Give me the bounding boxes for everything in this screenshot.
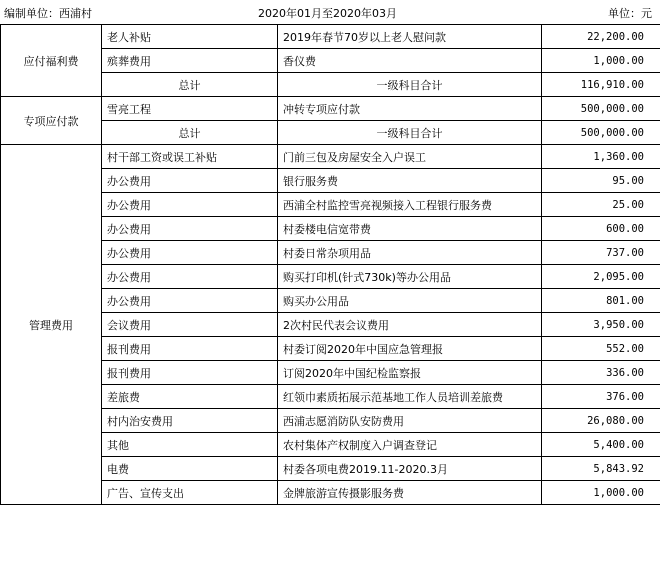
item-cell: 会议费用 xyxy=(102,313,278,337)
report-period: 2020年01月至2020年03月 xyxy=(258,7,397,20)
item-cell: 老人补贴 xyxy=(102,25,278,49)
item-cell: 办公费用 xyxy=(102,241,278,265)
description-cell: 农村集体产权制度入户调查登记 xyxy=(278,433,542,457)
description-cell: 香仪费 xyxy=(278,49,542,73)
item-cell: 广告、宣传支出 xyxy=(102,481,278,505)
description-cell: 西浦全村监控雪亮视频接入工程银行服务费 xyxy=(278,193,542,217)
category-cell: 管理费用 xyxy=(1,145,102,505)
description-cell: 2019年春节70岁以上老人慰问款 xyxy=(278,25,542,49)
table-row xyxy=(1,97,660,121)
item-cell: 村干部工资或误工补贴 xyxy=(102,145,278,169)
total-label-cell: 总计 xyxy=(102,121,278,145)
amount-cell: 600.00 xyxy=(542,217,660,241)
description-cell: 西浦志愿消防队安防费用 xyxy=(278,409,542,433)
description-cell: 村委日常杂项用品 xyxy=(278,241,542,265)
item-cell: 办公费用 xyxy=(102,289,278,313)
item-cell: 村内治安费用 xyxy=(102,409,278,433)
amount-cell: 1,000.00 xyxy=(542,49,660,73)
ledger-table xyxy=(0,24,660,505)
description-cell: 村委楼电信宽带费 xyxy=(278,217,542,241)
amount-cell: 500,000.00 xyxy=(542,97,660,121)
description-cell: 订阅2020年中国纪检监察报 xyxy=(278,361,542,385)
amount-cell: 25.00 xyxy=(542,193,660,217)
item-cell: 其他 xyxy=(102,433,278,457)
amount-cell: 1,360.00 xyxy=(542,145,660,169)
report-header xyxy=(0,0,660,24)
description-cell: 门前三包及房屋安全入户误工 xyxy=(278,145,542,169)
amount-cell: 336.00 xyxy=(542,361,660,385)
table-row xyxy=(1,25,660,49)
total-label-cell: 总计 xyxy=(102,73,278,97)
description-cell: 银行服务费 xyxy=(278,169,542,193)
amount-cell: 95.00 xyxy=(542,169,660,193)
amount-cell: 376.00 xyxy=(542,385,660,409)
item-cell: 电费 xyxy=(102,457,278,481)
amount-cell: 5,400.00 xyxy=(542,433,660,457)
description-cell: 村委各项电费2019.11-2020.3月 xyxy=(278,457,542,481)
amount-cell: 2,095.00 xyxy=(542,265,660,289)
item-cell: 差旅费 xyxy=(102,385,278,409)
item-cell: 报刊费用 xyxy=(102,361,278,385)
item-cell: 办公费用 xyxy=(102,193,278,217)
amount-cell: 22,200.00 xyxy=(542,25,660,49)
description-cell: 村委订阅2020年中国应急管理报 xyxy=(278,337,542,361)
description-cell: 2次村民代表会议费用 xyxy=(278,313,542,337)
item-cell: 殡葬费用 xyxy=(102,49,278,73)
amount-cell: 1,000.00 xyxy=(542,481,660,505)
item-cell: 报刊费用 xyxy=(102,337,278,361)
item-cell: 办公费用 xyxy=(102,265,278,289)
category-cell: 应付福利费 xyxy=(1,25,102,97)
amount-cell: 801.00 xyxy=(542,289,660,313)
amount-cell: 5,843.92 xyxy=(542,457,660,481)
total-description-cell: 一级科目合计 xyxy=(278,121,542,145)
item-cell: 办公费用 xyxy=(102,169,278,193)
amount-cell: 3,950.00 xyxy=(542,313,660,337)
description-cell: 冲转专项应付款 xyxy=(278,97,542,121)
item-cell: 办公费用 xyxy=(102,217,278,241)
total-amount-cell: 116,910.00 xyxy=(542,73,660,97)
description-cell: 购买打印机(针式730k)等办公用品 xyxy=(278,265,542,289)
category-cell: 专项应付款 xyxy=(1,97,102,145)
description-cell: 购买办公用品 xyxy=(278,289,542,313)
compiling-unit: 编制单位：西浦村 xyxy=(4,7,92,20)
amount-cell: 26,080.00 xyxy=(542,409,660,433)
currency-unit: 单位：元 xyxy=(608,7,652,20)
item-cell: 雪亮工程 xyxy=(102,97,278,121)
total-description-cell: 一级科目合计 xyxy=(278,73,542,97)
amount-cell: 737.00 xyxy=(542,241,660,265)
description-cell: 金牌旅游宣传摄影服务费 xyxy=(278,481,542,505)
description-cell: 红领巾素质拓展示范基地工作人员培训差旅费 xyxy=(278,385,542,409)
table-row xyxy=(1,145,660,169)
total-amount-cell: 500,000.00 xyxy=(542,121,660,145)
amount-cell: 552.00 xyxy=(542,337,660,361)
